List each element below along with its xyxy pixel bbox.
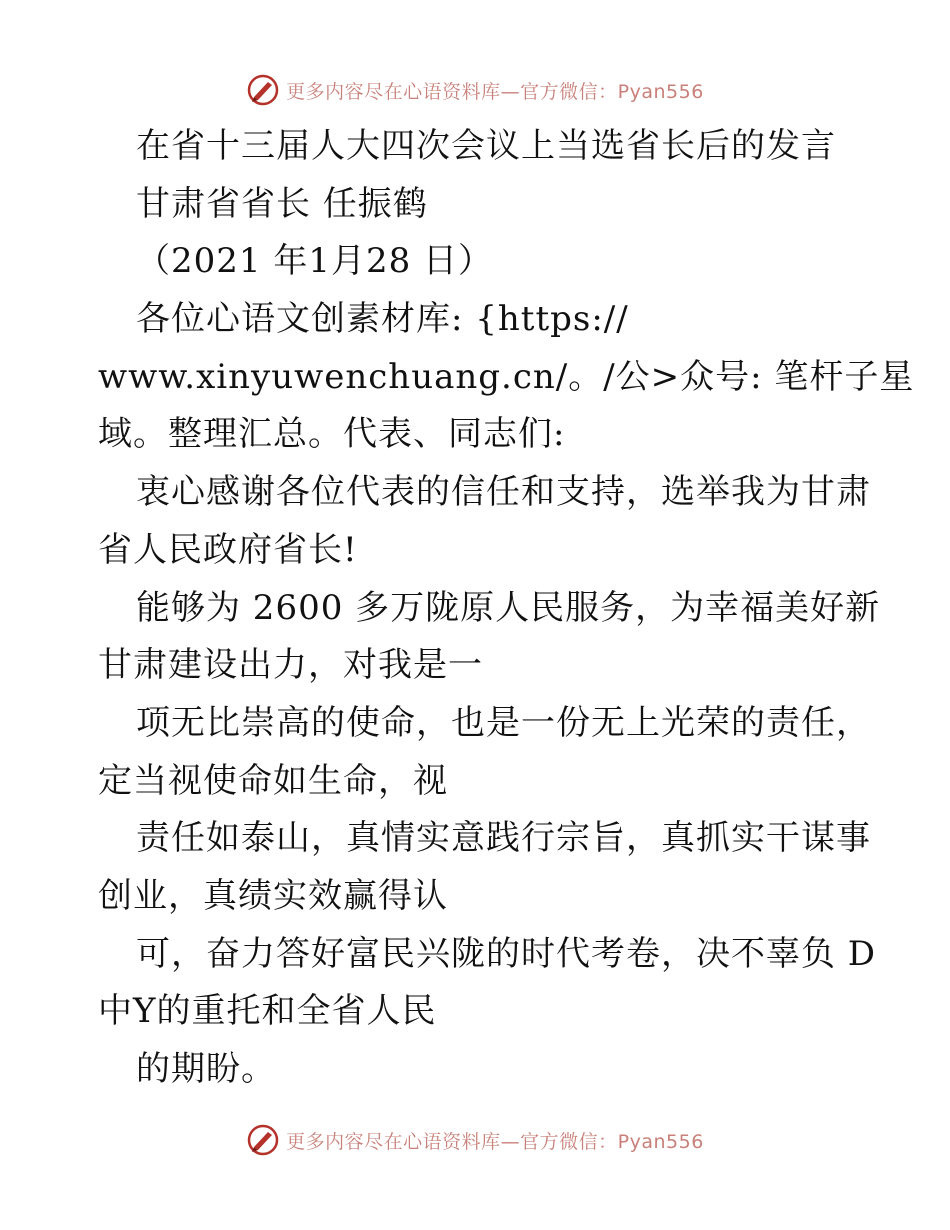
text-line: 甘肃建设出力，对我是一 [98, 645, 483, 686]
text-line: 项无比崇高的使命，也是一份无上光荣的责任， [136, 702, 871, 743]
text-line: 省人民政府省长! [98, 529, 358, 570]
pen-circle-icon [246, 73, 280, 107]
speech-title: 在省十三届人大四次会议上当选省长后的发言 [136, 126, 836, 166]
text-line: 定当视使命如生命，视 [98, 760, 448, 801]
text-line: 可，奋力答好富民兴陇的时代考卷，决不辜负 D [136, 933, 877, 974]
text-line: 创业，真绩实效赢得认 [98, 875, 448, 916]
text-line: 各位心语文创素材库: {https:// [136, 299, 629, 340]
text-line: 中Y的重托和全省人民 [98, 991, 437, 1032]
footer-watermark-banner [0, 1120, 950, 1160]
document-body [98, 118, 915, 1099]
text-line: www.xinyuwenchuang.cn/。/公>众号: 笔杆子星 [98, 356, 915, 397]
text-line: 能够为 2600 多万陇原人民服务，为幸福美好新 [136, 587, 881, 628]
speaker-line: 甘肃省省长 任振鹤 [136, 183, 428, 224]
date-line: （2021 年1月28 日） [136, 241, 494, 282]
text-line: 的期盼。 [136, 1049, 276, 1089]
banner-text: 更多内容尽在心语资料库—官方微信：Pyan556 [286, 80, 704, 103]
pen-circle-icon [246, 1123, 280, 1157]
text-line: 域。整理汇总。代表、同志们: [98, 414, 566, 455]
text-line: 衷心感谢各位代表的信任和支持，选举我为甘肃 [136, 472, 871, 513]
banner-text: 更多内容尽在心语资料库—官方微信：Pyan556 [286, 1130, 704, 1153]
header-watermark-banner [0, 70, 950, 110]
text-line: 责任如泰山，真情实意践行宗旨，真抓实干谋事 [136, 818, 871, 859]
